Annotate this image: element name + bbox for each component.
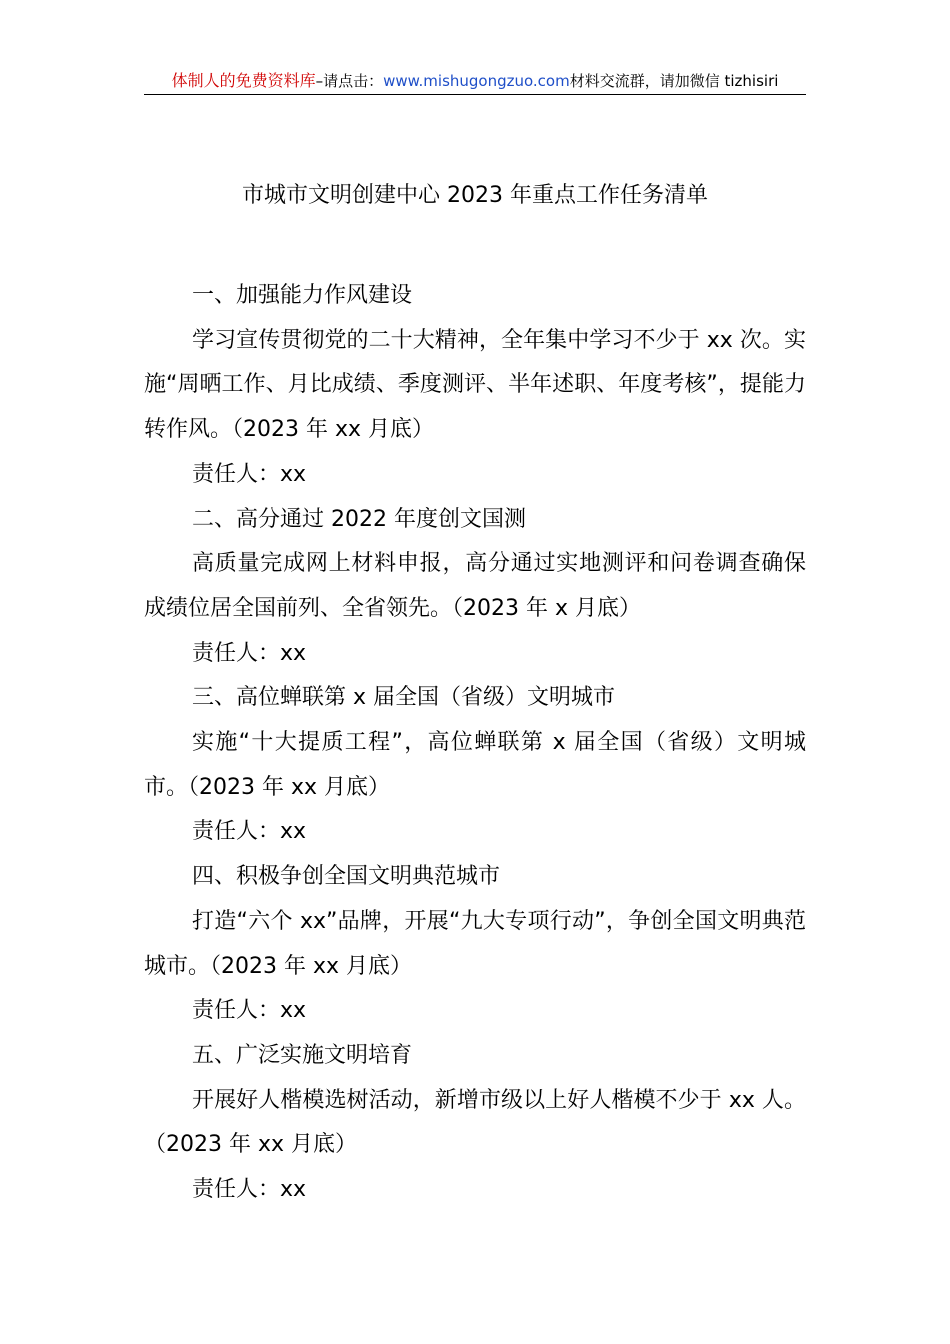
document-body xyxy=(144,274,806,1213)
section-5-owner: 责任人：xx xyxy=(192,1177,307,1203)
section-4-body: 打造“六个 xx”品牌，开展“九大专项行动”，争创全国文明典范城市。（2023 年 xx 月底） xyxy=(144,908,806,979)
header-brand: 体制人的免费资料库 xyxy=(171,71,316,90)
section-1-heading: 一、加强能力作风建设 xyxy=(192,283,413,308)
section-5-body: 开展好人楷模选树活动，新增市级以上好人楷模不少于 xx 人。（2023 年 xx 月底） xyxy=(144,1087,806,1158)
section-3-body: 实施“十大提质工程”，高位蝉联第 x 届全国（省级）文明城市。（2023 年 xx 月底） xyxy=(144,730,806,800)
section-3-heading: 三、高位蝉联第 x 届全国（省级）文明城市 xyxy=(192,685,616,711)
document-title: 市城市文明创建中心 2023 年重点工作任务清单 xyxy=(242,183,708,208)
section-4-heading: 四、积极争创全国文明典范城市 xyxy=(192,864,501,890)
section-2-heading: 二、高分通过 2022 年度创文国测 xyxy=(192,506,526,532)
section-2-body: 高质量完成网上材料申报，高分通过实地测评和问卷调查确保成绩位居全国前列、全省领先。（2023 年 x 月底） xyxy=(144,551,806,621)
section-4-owner: 责任人：xx xyxy=(192,998,307,1024)
header-tail: 材料交流群，请加微信 tizhisiri xyxy=(569,72,779,90)
section-1-body: 学习宣传贯彻党的二十大精神，全年集中学习不少于 xx 次。实施“周晒工作、月比成绩、季度测评、半年述职、年度考核”，提能力转作风。（2023 年 xx 月底） xyxy=(144,327,806,443)
header-prompt: –请点击： xyxy=(315,72,384,90)
header-url-link[interactable]: www.mishugongzuo.com xyxy=(383,72,570,90)
section-1-owner: 责任人：xx xyxy=(192,461,307,487)
section-3-owner: 责任人：xx xyxy=(192,819,307,845)
page-header xyxy=(144,70,806,95)
section-5-heading: 五、广泛实施文明培育 xyxy=(192,1042,413,1068)
section-2-owner: 责任人：xx xyxy=(192,640,307,666)
